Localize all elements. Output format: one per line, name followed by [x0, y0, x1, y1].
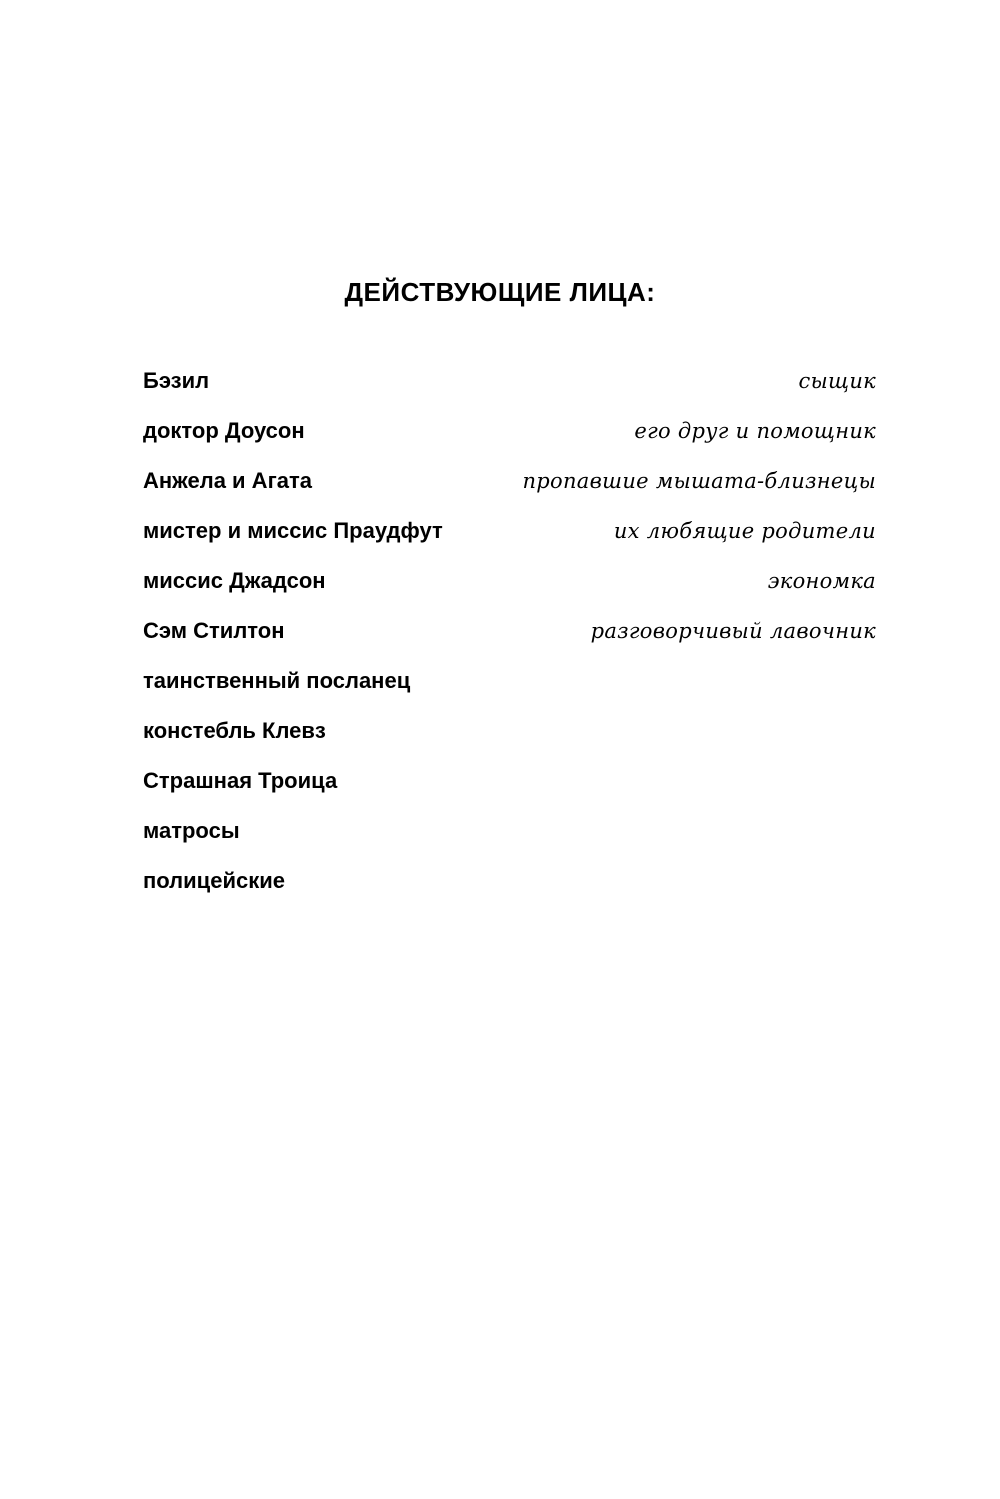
- cast-row: [143, 862, 876, 912]
- character-name: Бэзил: [143, 368, 210, 393]
- character-role: их любящие родители: [613, 519, 876, 543]
- page-title: ДЕЙСТВУЮЩИЕ ЛИЦА:: [344, 277, 656, 307]
- cast-row: [143, 612, 876, 662]
- character-role: экономка: [767, 569, 876, 593]
- character-name: таинственный посланец: [143, 668, 411, 693]
- character-role: сыщик: [798, 369, 876, 393]
- character-name: миссис Джадсон: [143, 568, 326, 593]
- character-name: доктор Доусон: [143, 418, 305, 443]
- cast-row: [143, 462, 876, 512]
- cast-row: [143, 412, 876, 462]
- cast-row: [143, 512, 876, 562]
- character-role: пропавшие мышата-близнецы: [522, 469, 876, 493]
- cast-list: [143, 362, 876, 912]
- character-name: полицейские: [143, 868, 285, 893]
- character-name: мистер и миссис Праудфут: [143, 518, 443, 543]
- character-role: его друг и помощник: [634, 419, 876, 443]
- character-name: констебль Клевз: [143, 718, 326, 743]
- character-name: матросы: [143, 818, 240, 843]
- cast-row: [143, 762, 876, 812]
- cast-row: [143, 562, 876, 612]
- cast-row: [143, 362, 876, 412]
- character-name: Страшная Троица: [143, 768, 338, 793]
- character-name: Сэм Стилтон: [143, 618, 285, 643]
- cast-row: [143, 662, 876, 712]
- character-name: Анжела и Агата: [143, 468, 312, 493]
- character-role: разговорчивый лавочник: [590, 619, 876, 643]
- cast-row: [143, 712, 876, 762]
- cast-row: [143, 812, 876, 862]
